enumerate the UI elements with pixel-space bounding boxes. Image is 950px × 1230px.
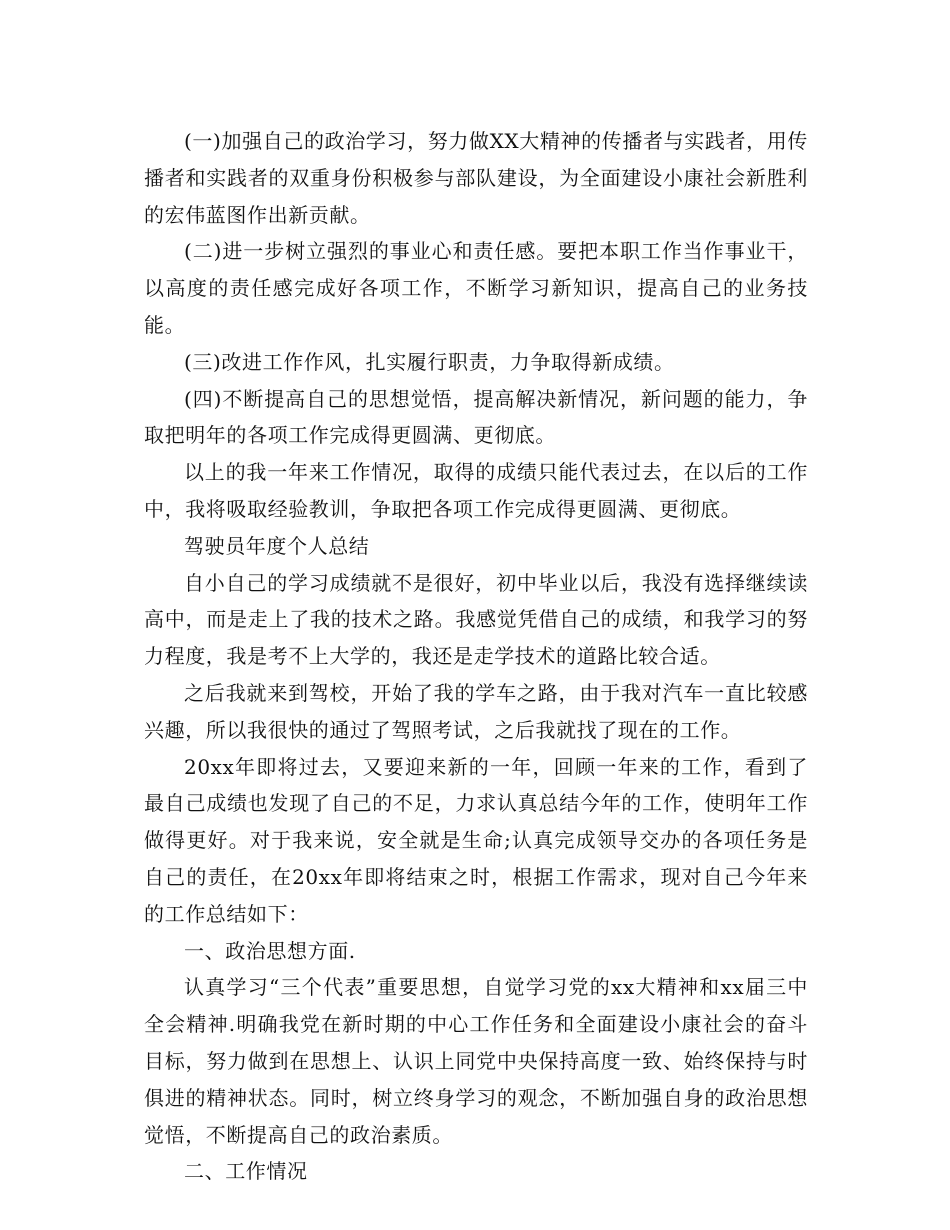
paragraph-8: 之后我就来到驾校，开始了我的学车之路，由于我对汽车一直比较感兴趣，所以我很快的通过了驾照考试，之后我就找了现在的工作。 <box>144 680 808 742</box>
section-heading-political-thought: 一、政治思想方面. <box>184 938 356 963</box>
paragraph-9: 20xx年即将过去，又要迎来新的一年，回顾一年来的工作，看到了最自己成绩也发现了自己的不足，力求认真总结今年的工作，使明年工作做得更好。对于我来说，安全就是生命;认真完成领导交办的各项任务是自己的责任，在20xx年即将结束之时，根据工作需求，现对自己今年来的工作总结如下： <box>144 754 808 926</box>
section-heading-driver-summary: 驾驶员年度个人总结 <box>184 533 370 558</box>
paragraph-2: (二)进一步树立强烈的事业心和责任感。要把本职工作当作事业干，以高度的责任感完成好各项工作，不断学习新知识，提高自己的业务技能。 <box>144 239 808 337</box>
paragraph-4: (四)不断提高自己的思想觉悟，提高解决新情况，新问题的能力，争取把明年的各项工作完成得更圆满、更彻底。 <box>144 386 808 448</box>
document-body <box>144 123 808 1190</box>
paragraph-1: (一)加强自己的政治学习，努力做XX大精神的传播者与实践者，用传播者和实践者的双重身份积极参与部队建设，为全面建设小康社会新胜利的宏伟蓝图作出新贡献。 <box>144 129 808 227</box>
section-heading-work-situation: 二、工作情况 <box>184 1159 308 1184</box>
paragraph-3: (三)改进工作作风，扎实履行职责，力争取得新成绩。 <box>184 349 675 374</box>
paragraph-7: 自小自己的学习成绩就不是很好，初中毕业以后，我没有选择继续读高中，而是走上了我的技术之路。我感觉凭借自己的成绩，和我学习的努力程度，我是考不上大学的，我还是走学技术的道路比较合适。 <box>144 570 808 669</box>
paragraph-11: 认真学习“三个代表”重要思想，自觉学习党的xx大精神和xx届三中全会精神.明确我党在新时期的中心工作任务和全面建设小康社会的奋斗目标，努力做到在思想上、认识上同党中央保持高度一致、始终保持与时俱进的精神状态。同时，树立终身学习的观念，不断加强自身的政治思想觉悟，不断提高自己的政治素质。 <box>144 975 808 1147</box>
paragraph-5: 以上的我一年来工作情况，取得的成绩只能代表过去，在以后的工作中，我将吸取经验教训，争取把各项工作完成得更圆满、更彻底。 <box>144 460 808 521</box>
